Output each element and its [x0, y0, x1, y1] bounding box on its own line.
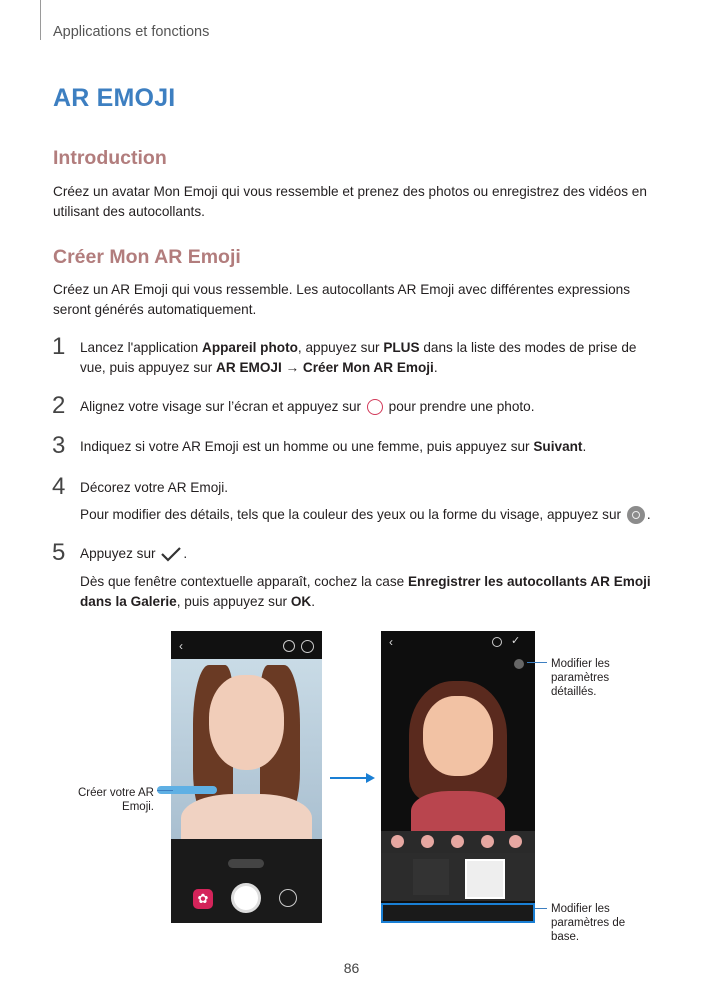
check-icon — [160, 546, 182, 562]
avatar-head — [423, 696, 493, 776]
emoji-editor-screenshot — [381, 631, 535, 923]
shutter-button-icon — [231, 883, 261, 913]
swatch — [451, 835, 464, 848]
create-heading: Créer Mon AR Emoji — [53, 246, 241, 268]
header-rule — [40, 0, 41, 40]
back-icon: ‹ — [179, 639, 183, 653]
step-number: 5 — [52, 539, 66, 566]
avatar-thumbnails — [381, 853, 535, 901]
callout-create: Créer votre AR Emoji. — [77, 787, 154, 813]
avatar-thumbnail — [413, 859, 449, 895]
step-4-subtext: Pour modifier des détails, tels que la couleur des yeux ou la forme du visage, appuyez sur . — [80, 507, 651, 522]
camera-controls — [171, 839, 322, 923]
arrow-right-icon — [330, 772, 376, 784]
color-swatches — [381, 831, 535, 853]
section-header: Applications et fonctions — [53, 24, 210, 40]
step-2-text: Alignez votre visage sur l’écran et appuyez sur pour prendre une photo. — [80, 399, 535, 414]
check-icon: ✓ — [511, 635, 521, 647]
mode-pill — [228, 859, 264, 868]
page-number: 86 — [343, 960, 360, 976]
step-number: 2 — [52, 392, 66, 419]
swatch — [481, 835, 494, 848]
swatch — [421, 835, 434, 848]
step-number: 3 — [52, 432, 66, 459]
callout-line — [157, 790, 173, 791]
settings-icon — [627, 506, 645, 524]
callout-detailed: Modifier les paramètres détaillés. — [551, 658, 610, 698]
callout-basic: Modifier les paramètres de base. — [551, 903, 626, 943]
step-5-text: Appuyez sur . — [80, 546, 188, 561]
intro-heading: Introduction — [53, 147, 167, 169]
swatch — [391, 835, 404, 848]
shutter-ring-icon — [367, 399, 383, 415]
camera-preview — [171, 659, 322, 839]
intro-text: Créez un avatar Mon Emoji qui vous ressemble et prenez des photos ou enregistrez des vidéos en utilisant des autocollants. — [53, 184, 647, 219]
detail-settings-icon — [514, 659, 524, 669]
basic-settings-tabs — [381, 903, 535, 923]
avatar-thumbnail-selected — [465, 859, 505, 899]
swatch — [509, 835, 522, 848]
page-title: AR EMOJI — [53, 84, 176, 112]
create-text: Créez un AR Emoji qui vous ressemble. Les autocollants AR Emoji avec différentes expressions seront générés automatiquement. — [53, 282, 631, 317]
step-3-text: Indiquez si votre AR Emoji est un homme ou une femme, puis appuyez sur Suivant. — [80, 439, 587, 454]
callout-line — [527, 662, 547, 663]
ar-emoji-icon: ✿ — [193, 889, 213, 909]
step-number: 1 — [52, 333, 66, 360]
step-1-text: Lancez l'application Appareil photo, appuyez sur PLUS dans la liste des modes de prise de vue, puis appuyez sur AR EMOJI → Créer Mon AR Emoji. — [80, 340, 637, 375]
step-4-text: Décorez votre AR Emoji. — [80, 480, 229, 495]
back-icon: ‹ — [389, 635, 393, 649]
emoji-settings-icon — [301, 640, 314, 653]
reset-icon — [492, 637, 502, 647]
camera-screenshot — [171, 631, 322, 923]
step-5-subtext: Dès que fenêtre contextuelle apparaît, cochez la case Enregistrer les autocollants AR Emoji dans la Galerie, puis appuyez sur OK. — [80, 574, 651, 609]
switch-camera-icon — [279, 889, 297, 907]
step-number: 4 — [52, 473, 66, 500]
face-image — [209, 675, 284, 770]
callout-line — [535, 908, 547, 909]
gear-icon — [283, 640, 295, 652]
